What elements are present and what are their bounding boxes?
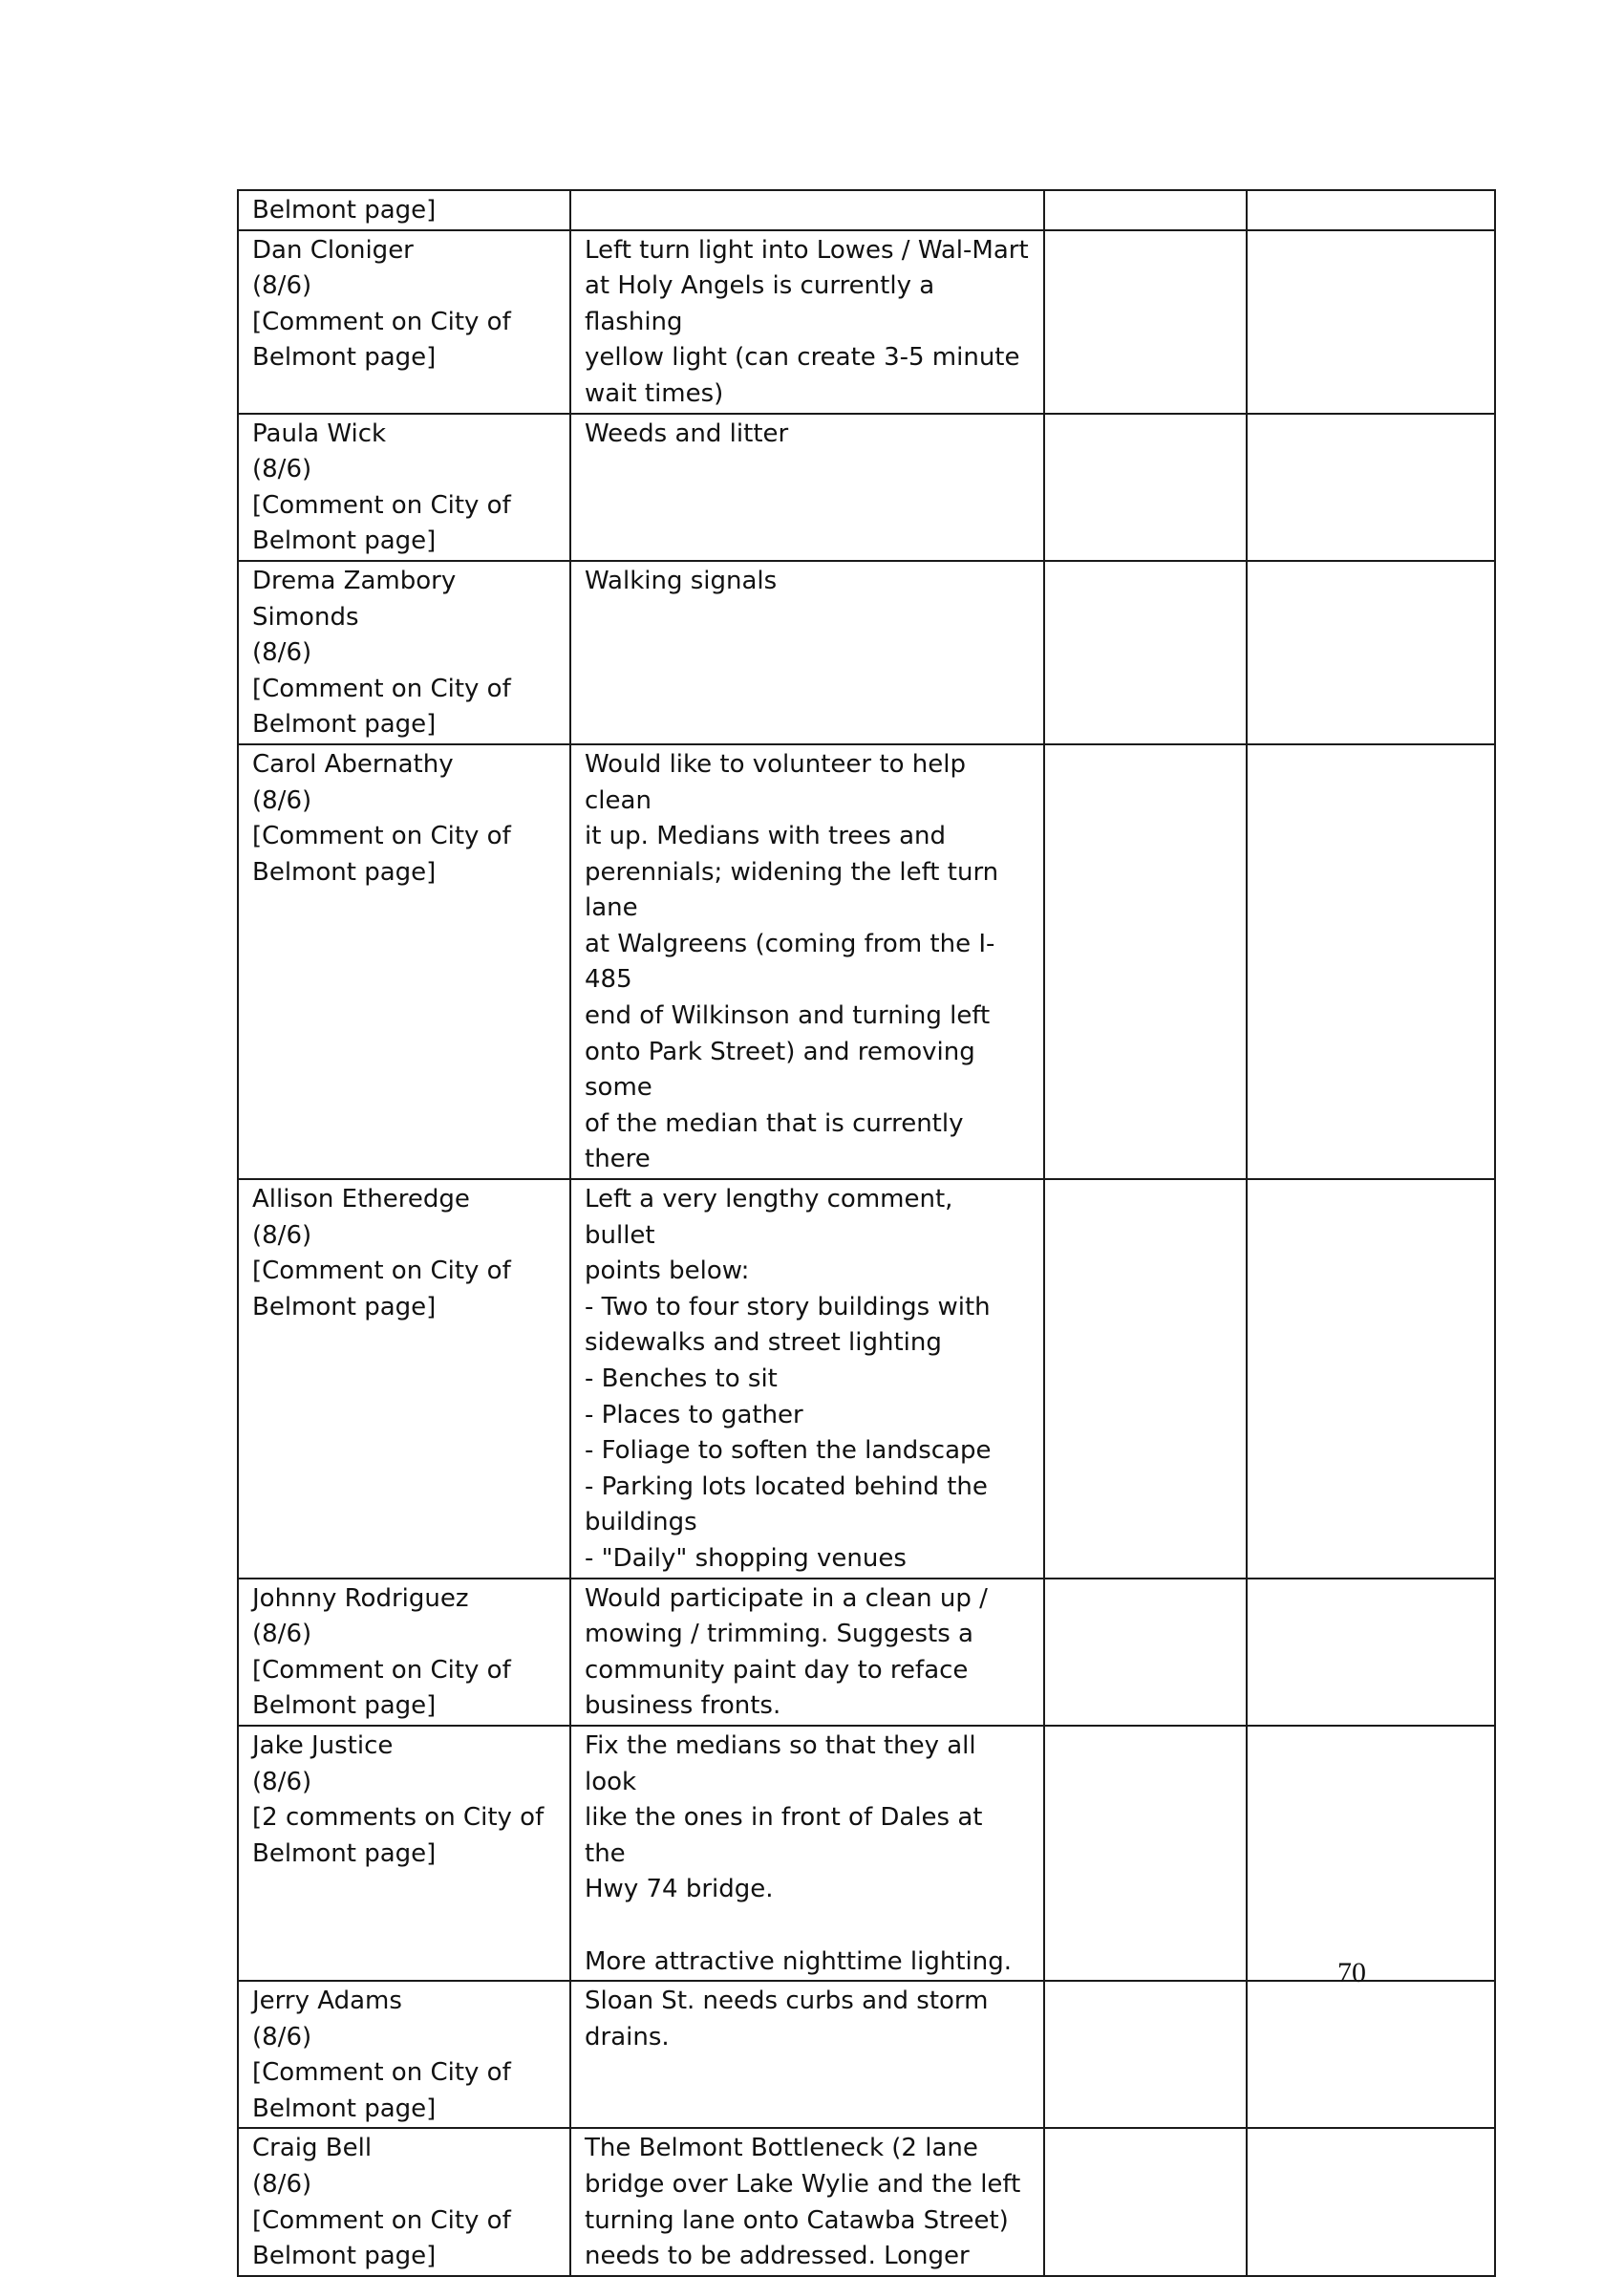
empty-cell	[1044, 1981, 1247, 2128]
empty-cell	[1247, 1579, 1495, 1726]
comment-cell: Walking signals	[570, 561, 1044, 744]
commenter-cell: Jake Justice (8/6) [2 comments on City of Belmont page]	[238, 1726, 570, 1981]
comments-table	[237, 189, 1496, 2277]
empty-cell	[1247, 230, 1495, 414]
comment-cell	[570, 190, 1044, 230]
comment-cell: Would participate in a clean up / mowing / trimming. Suggests a community paint day to reface business fronts.	[570, 1579, 1044, 1726]
comment-cell: Sloan St. needs curbs and storm drains.	[570, 1981, 1044, 2128]
comment-cell: Fix the medians so that they all look like the ones in front of Dales at the Hwy 74 bridge. More attractive nighttime lighting.	[570, 1726, 1044, 1981]
empty-cell	[1247, 414, 1495, 561]
table-row	[238, 561, 1495, 744]
empty-cell	[1044, 1579, 1247, 1726]
empty-cell	[1247, 744, 1495, 1179]
comment-cell: Would like to volunteer to help clean it up. Medians with trees and perennials; widening the left turn lane at Walgreens (coming from the I-485 end of Wilkinson and turning left onto Park Street) and removing some of the median that is currently there	[570, 744, 1044, 1179]
empty-cell	[1044, 414, 1247, 561]
table-row	[238, 1179, 1495, 1579]
comment-cell: Weeds and litter	[570, 414, 1044, 561]
table-row	[238, 2128, 1495, 2275]
comment-cell: Left a very lengthy comment, bullet points below: - Two to four story buildings with sidewalks and street lighting - Benches to sit - Places to gather - Foliage to soften the landscape - Parking lots located behind the buildings - "Daily" shopping venues	[570, 1179, 1044, 1579]
table-row	[238, 190, 1495, 230]
comment-cell: Left turn light into Lowes / Wal-Mart at Holy Angels is currently a flashing yellow light (can create 3-5 minute wait times)	[570, 230, 1044, 414]
empty-cell	[1247, 1981, 1495, 2128]
commenter-cell: Paula Wick (8/6) [Comment on City of Belmont page]	[238, 414, 570, 561]
empty-cell	[1247, 1179, 1495, 1579]
table-row	[238, 230, 1495, 414]
empty-cell	[1247, 1726, 1495, 1981]
table-row	[238, 744, 1495, 1179]
table-row	[238, 1726, 1495, 1981]
table-row	[238, 1579, 1495, 1726]
empty-cell	[1044, 230, 1247, 414]
commenter-cell: Johnny Rodriguez (8/6) [Comment on City of Belmont page]	[238, 1579, 570, 1726]
empty-cell	[1247, 561, 1495, 744]
empty-cell	[1044, 2128, 1247, 2275]
table-row	[238, 1981, 1495, 2128]
table-row	[238, 414, 1495, 561]
commenter-cell: Craig Bell (8/6) [Comment on City of Belmont page]	[238, 2128, 570, 2275]
empty-cell	[1044, 1179, 1247, 1579]
empty-cell	[1247, 190, 1495, 230]
empty-cell	[1044, 744, 1247, 1179]
commenter-cell: Belmont page]	[238, 190, 570, 230]
commenter-cell: Carol Abernathy (8/6) [Comment on City of Belmont page]	[238, 744, 570, 1179]
commenter-cell: Dan Cloniger (8/6) [Comment on City of Belmont page]	[238, 230, 570, 414]
empty-cell	[1044, 190, 1247, 230]
commenter-cell: Allison Etheredge (8/6) [Comment on City of Belmont page]	[238, 1179, 570, 1579]
commenter-cell: Jerry Adams (8/6) [Comment on City of Belmont page]	[238, 1981, 570, 2128]
empty-cell	[1247, 2128, 1495, 2275]
page-number: 70	[1337, 1957, 1366, 1988]
comment-cell: The Belmont Bottleneck (2 lane bridge over Lake Wylie and the left turning lane onto Catawba Street) needs to be addressed. Longer	[570, 2128, 1044, 2275]
empty-cell	[1044, 561, 1247, 744]
empty-cell	[1044, 1726, 1247, 1981]
commenter-cell: Drema Zambory Simonds (8/6) [Comment on City of Belmont page]	[238, 561, 570, 744]
